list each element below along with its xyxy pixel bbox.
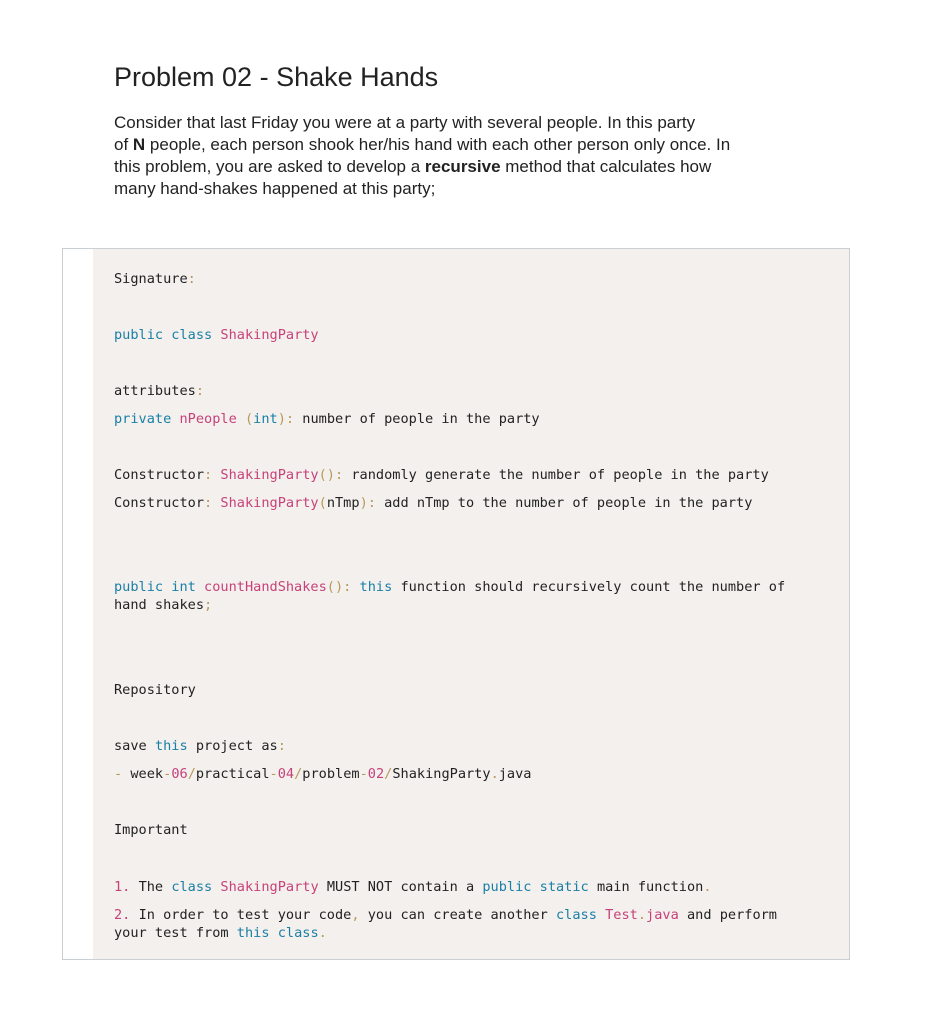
text: main function	[596, 879, 704, 895]
identifier: ShakingParty	[220, 495, 319, 511]
code-line-item-2-cont	[114, 924, 327, 942]
list-number: 1.	[114, 879, 131, 895]
keyword: class	[171, 879, 213, 895]
identifier: nPeople	[179, 411, 237, 427]
punct: /	[294, 766, 303, 782]
text: function should recursively count the number of	[400, 579, 786, 595]
punct: -	[359, 766, 368, 782]
bold-text: recursive	[424, 157, 501, 176]
code-line-class	[114, 326, 319, 344]
punct: -	[114, 766, 123, 782]
text: of	[114, 135, 133, 154]
punct: .	[703, 879, 712, 895]
code-line-method	[114, 578, 785, 596]
punct: :	[204, 467, 213, 483]
code-line-attributes	[114, 382, 204, 400]
punct: ;	[204, 597, 213, 613]
code-line-save	[114, 737, 286, 755]
code-line-item-2	[114, 906, 777, 924]
text: method that calculates how	[500, 157, 712, 176]
identifier: countHandShakes	[204, 579, 327, 595]
text: The	[138, 879, 164, 895]
punct: (	[318, 495, 327, 511]
punct: :	[277, 738, 286, 754]
keyword: this	[236, 925, 270, 941]
text: nTmp	[326, 495, 360, 511]
code-line-constructor-2	[114, 494, 752, 512]
text: practical	[195, 766, 270, 782]
text: save	[114, 738, 147, 754]
keyword: class	[277, 925, 319, 941]
text: people, each person shook her/his hand with each other person only once. In	[145, 135, 731, 154]
punct: :	[195, 383, 205, 399]
keyword: class	[555, 907, 597, 923]
text: week	[130, 766, 164, 782]
punct: .	[318, 925, 327, 941]
text: add nTmp to the number of people in the party	[384, 495, 753, 511]
keyword: public static	[482, 879, 589, 895]
text: Signature	[114, 271, 188, 287]
code-line-item-1	[114, 878, 712, 896]
bold-text: N	[132, 135, 146, 154]
text: Constructor	[114, 467, 205, 483]
description-line: many hand-shakes happened at this party;	[114, 179, 436, 198]
number: 06	[171, 766, 188, 782]
number: 02	[367, 766, 385, 782]
code-line-attribute	[114, 410, 540, 428]
text: your test from	[114, 925, 229, 941]
code-line-constructor-1	[114, 466, 769, 484]
text: hand shakes	[114, 597, 205, 613]
keyword: public class	[114, 327, 213, 343]
keyword: this	[359, 579, 393, 595]
text: ShakingParty	[392, 766, 491, 782]
list-number: 2.	[114, 907, 131, 923]
text: randomly generate the number of people in the party	[351, 467, 769, 483]
punct: /	[384, 766, 393, 782]
punct: .	[490, 766, 499, 782]
description-line	[114, 156, 814, 178]
identifier: ShakingParty	[220, 467, 319, 483]
code-line-method-cont	[114, 596, 212, 614]
punct: ():	[326, 579, 352, 595]
page-title: Problem 02 - Shake Hands	[114, 62, 439, 92]
code-line-signature	[114, 270, 196, 288]
class-name: ShakingParty	[220, 879, 319, 895]
text: java	[498, 766, 532, 782]
text: attributes	[114, 383, 196, 399]
punct: -	[269, 766, 278, 782]
class-name: ShakingParty	[220, 327, 319, 343]
code-line-path	[114, 765, 532, 783]
problem-description	[114, 112, 814, 200]
punct: :	[204, 495, 213, 511]
description-line	[114, 134, 814, 156]
description-line: Consider that last Friday you were at a party with several people. In this party	[114, 113, 696, 132]
text: In order to test your code	[138, 907, 352, 923]
punct: :	[335, 467, 344, 483]
class-name: Test	[605, 907, 638, 923]
punct: ,	[351, 907, 360, 923]
text: you can create another	[367, 907, 548, 923]
code-line-repository: Repository	[114, 682, 196, 698]
keyword: private	[114, 411, 172, 427]
punct: ()	[318, 467, 335, 483]
text: project as	[195, 738, 278, 754]
text: Constructor	[114, 495, 205, 511]
keyword: int	[253, 411, 278, 427]
text: MUST NOT contain a	[326, 879, 475, 895]
identifier: java	[646, 907, 679, 923]
punct: /	[187, 766, 196, 782]
text: and perform	[686, 907, 777, 923]
code-line-important: Important	[114, 822, 188, 838]
text: number of people in the party	[302, 411, 540, 427]
text: this problem, you are asked to develop a	[114, 157, 425, 176]
keyword: this	[154, 738, 188, 754]
punct: (	[244, 411, 254, 427]
punct: :	[187, 271, 196, 287]
keyword: public int	[114, 579, 196, 595]
punct: .	[637, 907, 647, 923]
punct: ):	[359, 495, 376, 511]
punct: -	[163, 766, 172, 782]
number: 04	[277, 766, 295, 782]
text: problem	[302, 766, 360, 782]
punct: ):	[277, 411, 295, 427]
